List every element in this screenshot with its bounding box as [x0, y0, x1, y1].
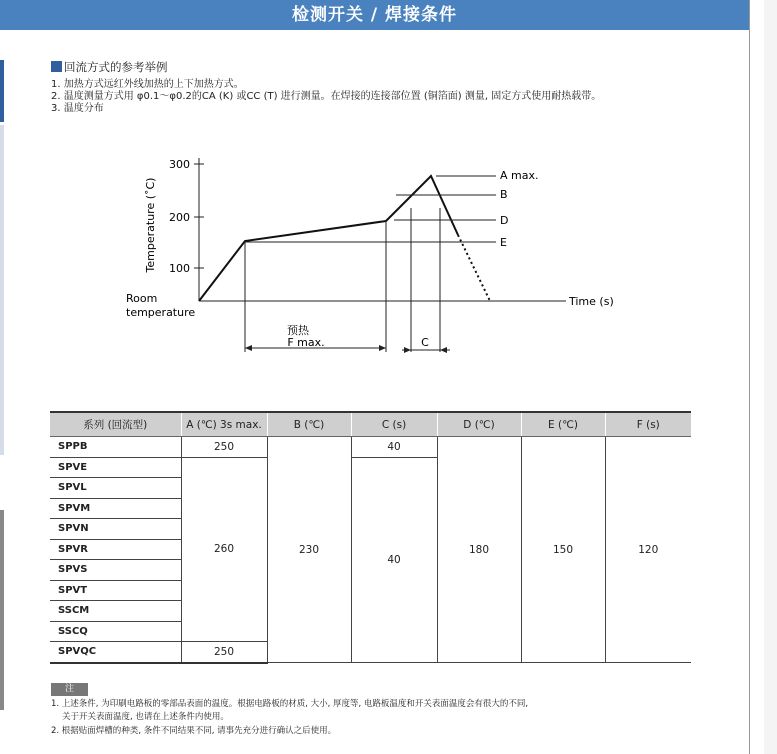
c-interval-label: C [421, 336, 429, 349]
cooling-dashed-line [458, 235, 490, 301]
series-cell: SPVQC [50, 642, 181, 663]
series-cell: SPVN [50, 519, 181, 540]
column-header: D (℃) [437, 412, 521, 437]
y-tick-label: 100 [169, 262, 190, 275]
x-axis-label: Time (s) [569, 295, 614, 308]
note-line: 2. 根据贴面焊槽的种类, 条件不同结果不同, 请事先充分进行确认之后使用。 [51, 726, 337, 736]
arrow-head-icon [440, 347, 447, 353]
temperature-profile-chart [120, 150, 640, 365]
level-label-d: D [500, 214, 509, 227]
soldering-conditions-table [50, 411, 691, 664]
arrow-head-icon [404, 347, 411, 353]
c-value-cell: 40 [351, 457, 437, 663]
series-cell: SPVR [50, 539, 181, 560]
column-header: A (℃) 3s max. [181, 412, 267, 437]
column-header: B (℃) [267, 412, 351, 437]
level-label-e: E [500, 236, 507, 249]
note-line: 关于开关表面温度, 也请在上述条件内使用。 [62, 712, 229, 722]
f-value-cell: 120 [605, 437, 691, 663]
instruction-item: 2. 温度测量方式用 φ0.1～φ0.2的CA (K) 或CC (T) 进行测量。在焊接的连接部位置 (铜箔面) 测量, 固定方式使用耐热载带。 [51, 91, 602, 102]
y-tick-label: 200 [169, 211, 190, 224]
section-heading [51, 59, 168, 75]
right-scroll-gutter [764, 0, 777, 754]
level-label-b: B [500, 188, 508, 201]
preheat-label: 预热 [287, 324, 309, 337]
table-row [50, 437, 691, 458]
section-title: 回流方式的参考举例 [64, 60, 168, 74]
b-value-cell: 230 [267, 437, 351, 663]
series-cell: SSCQ [50, 621, 181, 642]
series-cell: SPVL [50, 478, 181, 499]
instruction-item: 1. 加热方式远红外线加热的上下加热方式。 [51, 79, 244, 90]
square-bullet-icon [51, 61, 62, 72]
instruction-item: 3. 温度分布 [51, 103, 104, 114]
right-margin-rule [749, 0, 750, 754]
d-value-cell: 180 [437, 437, 521, 663]
e-value-cell: 150 [521, 437, 605, 663]
y-tick-label: 300 [169, 158, 190, 171]
a-value-cell: 250 [181, 437, 267, 458]
a-value-cell: 260 [181, 457, 267, 642]
left-tab-marker [0, 60, 4, 122]
series-cell: SPPB [50, 437, 181, 458]
column-header: 系列 (回流型) [50, 412, 181, 437]
series-cell: SSCM [50, 601, 181, 622]
left-tab-marker [0, 125, 4, 455]
table-header-row [50, 412, 691, 437]
series-cell: SPVS [50, 560, 181, 581]
left-tab-marker [0, 510, 4, 710]
note-badge: 注 [51, 683, 88, 696]
note-line: 1. 上述条件, 为印刷电路板的零部品表面的温度。根据电路板的材质, 大小, 厚度等, 电路板温度和开关表面温度会有很大的不同, [51, 699, 529, 709]
y-axis-label: Temperature (˚C) [144, 177, 157, 273]
series-cell: SPVE [50, 457, 181, 478]
arrow-head-icon [245, 345, 252, 351]
a-value-cell: 250 [181, 642, 267, 663]
preheat-f-label: F max. [287, 336, 325, 349]
page-title: 检测开关 / 焊接条件 [291, 5, 458, 25]
column-header: F (s) [605, 412, 691, 437]
series-cell: SPVT [50, 580, 181, 601]
x-origin-label: Room [126, 292, 158, 305]
column-header: E (℃) [521, 412, 605, 437]
series-cell: SPVM [50, 498, 181, 519]
x-origin-label: temperature [126, 306, 196, 319]
column-header: C (s) [351, 412, 437, 437]
level-label-a: A max. [500, 169, 539, 182]
arrow-head-icon [379, 345, 386, 351]
c-value-cell: 40 [351, 437, 437, 458]
